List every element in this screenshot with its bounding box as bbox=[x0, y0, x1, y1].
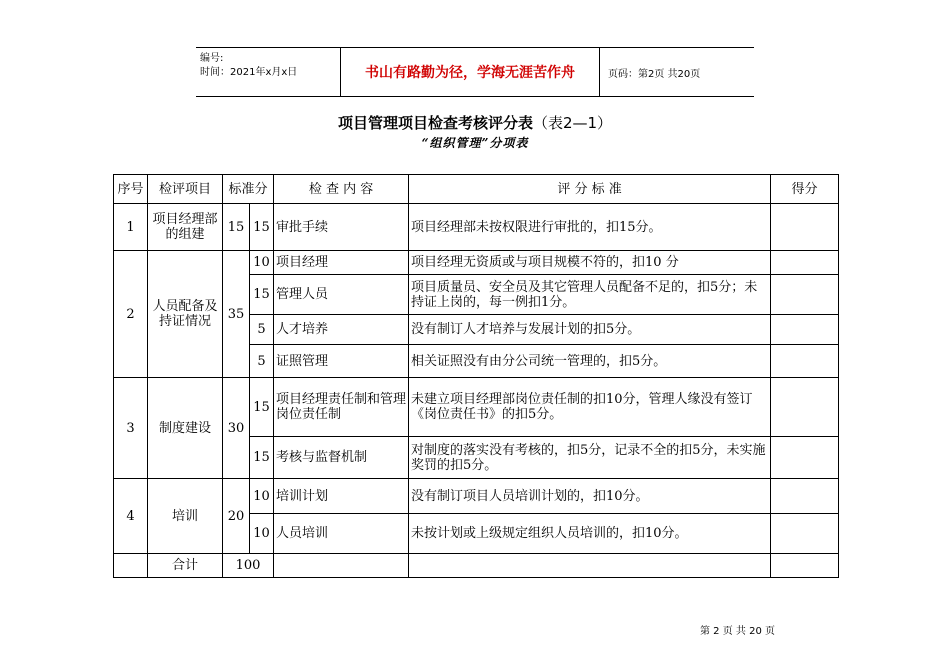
table-row bbox=[114, 204, 839, 251]
row-no: 4 bbox=[114, 479, 148, 554]
row-sub-score: 10 bbox=[250, 514, 274, 554]
row-item: 项目经理部的组建 bbox=[148, 204, 223, 251]
row-item: 制度建设 bbox=[148, 378, 223, 479]
row-criteria: 项目质量员、安全员及其它管理人员配备不足的，扣5分；未持证上岗的，每一例扣1分。 bbox=[409, 275, 771, 315]
page-footer: 第 2 页 共 20 页 bbox=[700, 626, 775, 637]
row-criteria: 对制度的落实没有考核的，扣5分，记录不全的扣5分，未实施奖罚的扣5分。 bbox=[409, 437, 771, 479]
row-criteria: 没有制订人才培养与发展计划的扣5分。 bbox=[409, 315, 771, 345]
row-content: 审批手续 bbox=[274, 204, 409, 251]
row-points[interactable] bbox=[771, 315, 839, 345]
row-score: 20 bbox=[223, 479, 250, 554]
row-sub-score: 15 bbox=[250, 437, 274, 479]
row-score: 15 bbox=[223, 204, 250, 251]
row-content: 人才培养 bbox=[274, 315, 409, 345]
number-label: 编号: bbox=[200, 53, 224, 64]
header-criteria: 评 分 标 准 bbox=[409, 175, 771, 204]
row-criteria: 项目经理部未按权限进行审批的，扣15分。 bbox=[409, 204, 771, 251]
row-content: 考核与监督机制 bbox=[274, 437, 409, 479]
row-points[interactable] bbox=[771, 514, 839, 554]
table-row bbox=[114, 251, 839, 275]
total-value: 100 bbox=[223, 554, 274, 578]
row-no: 3 bbox=[114, 378, 148, 479]
page-title bbox=[0, 112, 950, 133]
row-score: 30 bbox=[223, 378, 250, 479]
row-content: 人员培训 bbox=[274, 514, 409, 554]
header-points: 得分 bbox=[771, 175, 839, 204]
row-item: 人员配备及持证情况 bbox=[148, 251, 223, 378]
time-label: 时间：2021年x月x日 bbox=[200, 67, 298, 78]
row-points[interactable] bbox=[771, 275, 839, 315]
total-points[interactable] bbox=[771, 554, 839, 578]
row-content: 项目经理责任制和管理岗位责任制 bbox=[274, 378, 409, 437]
row-sub-score: 15 bbox=[250, 378, 274, 437]
document-header bbox=[196, 47, 754, 97]
title-text: 项目管理项目检查考核评分表 bbox=[337, 114, 533, 132]
header-meta bbox=[200, 52, 297, 80]
row-item: 培训 bbox=[148, 479, 223, 554]
subtitle: “组织管理”分项表 bbox=[421, 136, 529, 150]
total-row bbox=[114, 554, 839, 578]
row-points[interactable] bbox=[771, 204, 839, 251]
row-score: 35 bbox=[223, 251, 250, 378]
row-content: 证照管理 bbox=[274, 345, 409, 378]
header-no: 序号 bbox=[114, 175, 148, 204]
row-criteria: 没有制订项目人员培训计划的，扣10分。 bbox=[409, 479, 771, 514]
row-sub-score: 5 bbox=[250, 315, 274, 345]
total-label: 合计 bbox=[148, 554, 223, 578]
page-label: 页码：第2页 共20页 bbox=[608, 69, 701, 80]
motto: 书山有路勤为径，学海无涯苦作舟 bbox=[340, 48, 600, 96]
row-criteria: 未按计划或上级规定组织人员培训的，扣10分。 bbox=[409, 514, 771, 554]
row-sub-score: 5 bbox=[250, 345, 274, 378]
row-no: 2 bbox=[114, 251, 148, 378]
row-points[interactable] bbox=[771, 345, 839, 378]
row-sub-score: 10 bbox=[250, 251, 274, 275]
row-sub-score: 15 bbox=[250, 275, 274, 315]
row-criteria: 未建立项目经理部岗位责任制的扣10分，管理人缘没有签订《岗位责任书》的扣5分。 bbox=[409, 378, 771, 437]
row-criteria: 相关证照没有由分公司统一管理的，扣5分。 bbox=[409, 345, 771, 378]
title-suffix: （表2—1） bbox=[532, 114, 613, 132]
row-points[interactable] bbox=[771, 479, 839, 514]
row-points[interactable] bbox=[771, 251, 839, 275]
header-item: 检评项目 bbox=[148, 175, 223, 204]
row-sub-score: 10 bbox=[250, 479, 274, 514]
table-row bbox=[114, 378, 839, 437]
row-points[interactable] bbox=[771, 378, 839, 437]
row-no: 1 bbox=[114, 204, 148, 251]
row-content: 项目经理 bbox=[274, 251, 409, 275]
row-criteria: 项目经理无资质或与项目规模不符的，扣10 分 bbox=[409, 251, 771, 275]
row-content: 管理人员 bbox=[274, 275, 409, 315]
row-sub-score: 15 bbox=[250, 204, 274, 251]
row-points[interactable] bbox=[771, 437, 839, 479]
score-table bbox=[113, 174, 839, 578]
header-score: 标准分 bbox=[223, 175, 274, 204]
header-content: 检 查 内 容 bbox=[274, 175, 409, 204]
table-header-row bbox=[114, 175, 839, 204]
table-row bbox=[114, 479, 839, 514]
row-content: 培训计划 bbox=[274, 479, 409, 514]
